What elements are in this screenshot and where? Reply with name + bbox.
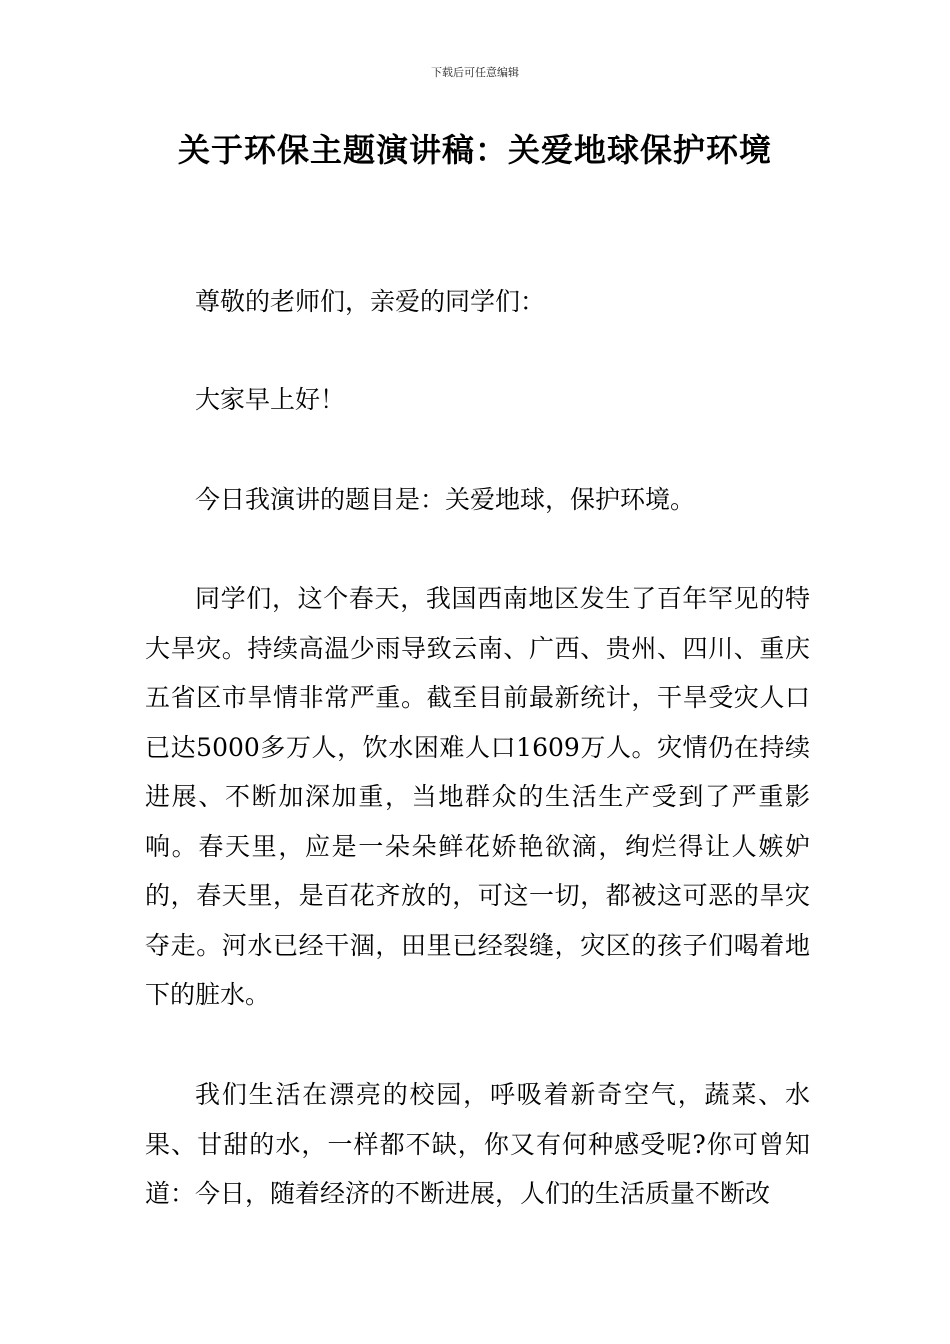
paragraph-greeting: 尊敬的老师们，亲爱的同学们： (195, 287, 546, 316)
paragraph-speech-topic: 今日我演讲的题目是：关爱地球，保护环境。 (195, 485, 696, 514)
header-note: 下载后可任意编辑 (431, 66, 519, 79)
paragraph-good-morning: 大家早上好！ (195, 385, 346, 414)
paragraph-campus-life: 我们生活在漂亮的校园，呼吸着新奇空气，蔬菜、水果、甘甜的水，一样都不缺，你又有何种感受呢?你可曾知道：今日，随着经济的不断进展，人们的生活质量不断改 (145, 1080, 810, 1208)
document-title: 关于环保主题演讲稿：关爱地球保护环境 (177, 131, 772, 169)
paragraph-drought: 同学们，这个春天，我国西南地区发生了百年罕见的特大旱灾。持续高温少雨导致云南、广西、贵州、四川、重庆五省区市旱情非常严重。截至目前最新统计，干旱受灾人口已达5000多万人，饮水困难人口1609万人。灾情仍在持续进展、不断加深加重，当地群众的生活生产受到了严重影响。春天里，应是一朵朵鲜花娇艳欲滴，绚烂得让人嫉妒的，春天里，是百花齐放的，可这一切，都被这可恶的旱灾夺走。河水已经干涸，田里已经裂缝，灾区的孩子们喝着地下的脏水。 (145, 584, 810, 1009)
